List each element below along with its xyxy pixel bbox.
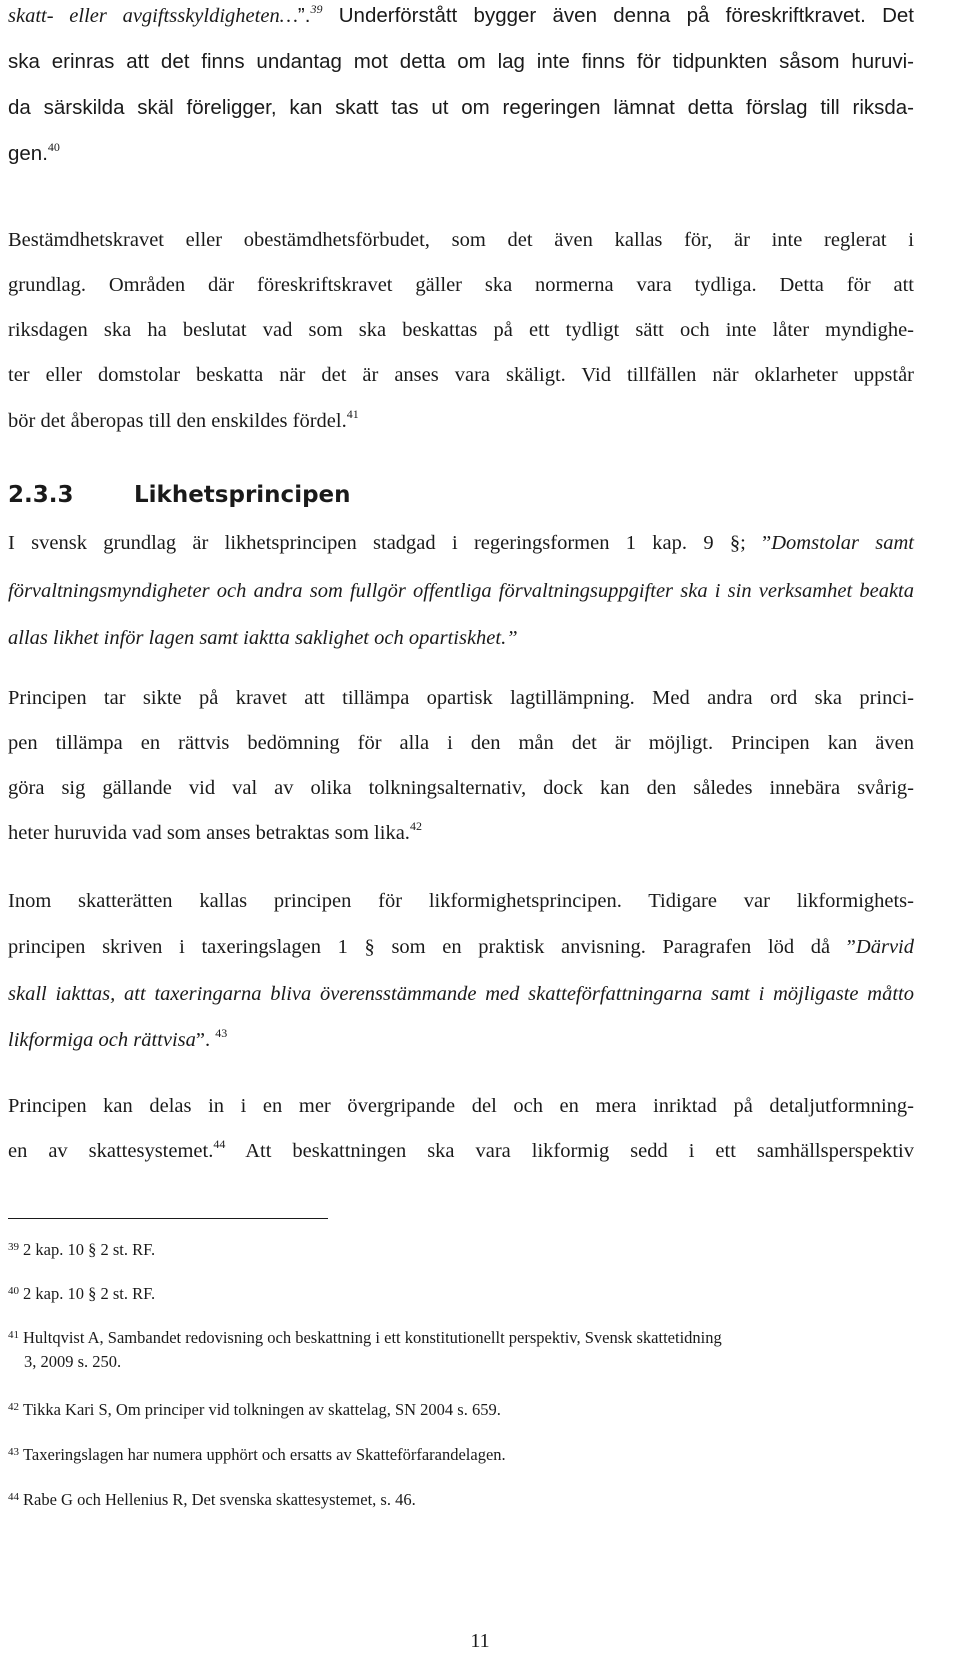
- section-title: Likhetsprincipen: [134, 482, 351, 508]
- footnote-41: $^{41}$ Hultqvist A, Sambandet redovisning och beskattning i ett konstitutionellt perspektiv, Svensk skattetidning: [8, 1328, 722, 1347]
- section-number: 2.3.3: [8, 482, 74, 508]
- section-sign: §: [364, 936, 375, 958]
- footnote-ref: 39: [310, 2, 323, 16]
- body-line: heter huruvida vad som anses betraktas som lika.$^{42}$: [8, 819, 422, 844]
- footnote-ref: 42: [409, 819, 422, 833]
- body-line: I svensk grundlag är likhetsprincipen stadgad i regeringsformen 1 kap. 9 §; ”Domstolar samt: [8, 532, 914, 554]
- footnote-39: $^{39}$ 2 kap. 10 § 2 st. RF.: [8, 1240, 156, 1259]
- body-line: ter eller domstolar beskatta när det är anses vara skäligt. Vid tillfällen när oklarheter uppstår: [8, 364, 914, 386]
- footnote-ref: 43: [215, 1026, 228, 1040]
- body-line: ska erinras att det finns undantag mot detta om lag inte finns för tidpunkten såsom huruvi-: [8, 50, 914, 73]
- body-line: skatt- eller avgiftsskyldigheten…”.$^{39}$ Underförstått bygger även denna på föreskriftkravet. Det: [8, 2, 914, 27]
- footnote-44: $^{44}$ Rabe G och Hellenius R, Det svenska skattesystemet, s. 46.: [8, 1490, 416, 1509]
- body-line: riksdagen ska ha beslutat vad som ska beskattas på ett tydligt sätt och inte låter myndighe-: [8, 319, 914, 341]
- footnote-41-continuation: 3, 2009 s. 250.: [24, 1352, 122, 1371]
- section-sign: §: [729, 532, 741, 554]
- body-line: Bestämdhetskravet eller obestämdhetsförbudet, som det även kallas för, är inte reglerat i: [8, 229, 914, 251]
- footnote-divider: [8, 1218, 328, 1219]
- footnote-40: $^{40}$ 2 kap. 10 § 2 st. RF.: [8, 1284, 156, 1303]
- quote-line: likformiga och rättvisa”. $^{43}$: [8, 1026, 228, 1051]
- quote-text: skatt- eller avgiftsskyldigheten…: [8, 5, 298, 27]
- footnote-ref: 44: [213, 1137, 226, 1151]
- quote-line: skall iakttas, att taxeringarna bliva överensstämmande med skatteförfattningarna samt i möjligaste måtto: [8, 983, 914, 1005]
- body-line: pen tillämpa en rättvis bedömning för alla i den mån det är möjligt. Principen kan även: [8, 732, 914, 754]
- body-line: grundlag. Områden där föreskriftskravet gäller ska normerna vara tydliga. Detta för att: [8, 274, 914, 296]
- page-number: 11: [470, 1630, 490, 1652]
- body-line: gen.$^{40}$: [8, 140, 60, 165]
- body-line: principen skriven i taxeringslagen 1 § som en praktisk anvisning. Paragrafen löd då ”Därvid: [8, 936, 914, 958]
- quote-line: allas likhet inför lagen samt iaktta saklighet och opartiskhet.”: [8, 627, 518, 649]
- body-line: da särskilda skäl föreligger, kan skatt tas ut om regeringen lämnat detta förslag till riksda-: [8, 96, 914, 119]
- footnote-42: $^{42}$ Tikka Kari S, Om principer vid tolkningen av skattelag, SN 2004 s. 659.: [8, 1400, 501, 1419]
- footnote-ref: 40: [47, 140, 60, 154]
- footnote-ref: 41: [346, 407, 359, 421]
- footnote-43: $^{43}$ Taxeringslagen har numera upphört och ersatts av Skatteförfarandelagen.: [8, 1445, 506, 1464]
- section-heading: [8, 480, 351, 510]
- body-line: göra sig gällande vid val av olika tolkningsalternativ, dock kan den således innebära svårig-: [8, 777, 914, 799]
- body-line: en av skattesystemet.$^{44}$ Att beskattningen ska vara likformig sedd i ett samhällsperspektiv: [8, 1137, 914, 1162]
- quote-line: förvaltningsmyndigheter och andra som fullgör offentliga förvaltningsuppgifter ska i sin verksamhet beakta: [8, 580, 914, 602]
- body-line: bör det åberopas till den enskildes fördel.$^{41}$: [8, 407, 359, 432]
- body-line: Principen kan delas in i en mer övergripande del och en mera inriktad på detaljutformning-: [8, 1095, 914, 1117]
- body-line: Principen tar sikte på kravet att tillämpa opartisk lagtillämpning. Med andra ord ska princi-: [8, 687, 914, 709]
- body-line: Inom skatterätten kallas principen för likformighetsprincipen. Tidigare var likformighets-: [8, 890, 914, 912]
